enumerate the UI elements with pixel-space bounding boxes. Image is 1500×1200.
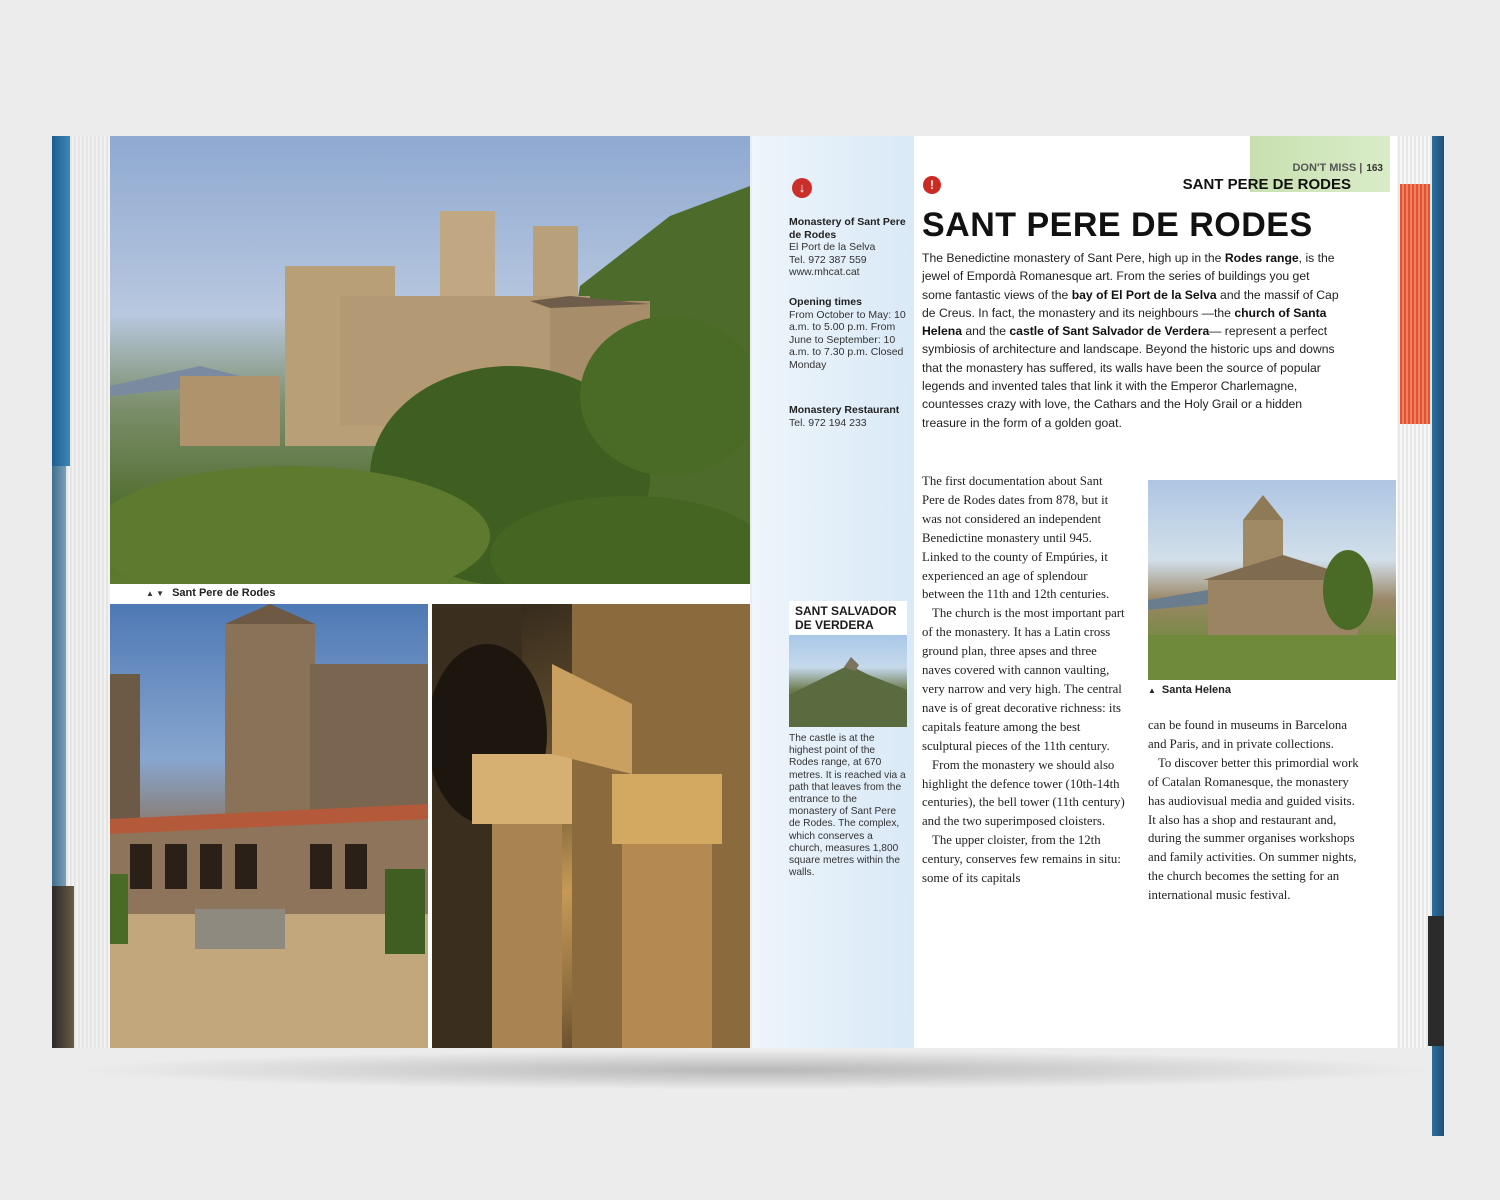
section-title: SANT PERE DE RODES <box>1182 176 1351 193</box>
cloister-photo <box>110 604 428 1048</box>
edge-strip <box>52 886 74 1048</box>
info-text: From October to May: 10 a.m. to 5.00 p.m. From June to September: 10 a.m. to 7.30 p.m. Closed Monday <box>789 308 906 371</box>
info-sidebar <box>752 136 914 1048</box>
kicker-text: DON'T MISS <box>1292 162 1357 174</box>
body-paragraph: The first documentation about Sant Pere de Rodes dates from 878, but it was not considered an independent Benedictine monastery until 945. Linked to the county of Empúries, it experienced an age of splendour between the 11th and 12th centuries. <box>922 474 1110 602</box>
caption-arrow-icon: ▲ <box>1148 686 1156 695</box>
body-paragraph: The church is the most important part of the monastery. It has a Latin cross ground plan, three apses and three naves covered with cannon vaulting, very narrow and very high. The central nave is of great decorative richness: its capitals feature among the best sculptural pieces of the 11th century. <box>922 606 1125 753</box>
info-restaurant <box>789 404 909 429</box>
monastery-photo <box>110 136 750 584</box>
info-label: Opening times <box>789 296 862 308</box>
mountain-illustration <box>789 635 907 727</box>
cloister-illustration <box>110 604 428 1048</box>
box-title: SANT SALVADOR DE VERDERA <box>789 601 907 635</box>
intro-bold: castle of Sant Salvador de Verdera <box>1009 324 1210 339</box>
caption-text: Sant Pere de Rodes <box>172 587 276 599</box>
santa-helena-photo <box>1148 480 1396 680</box>
right-page <box>752 136 1397 1048</box>
church-illustration <box>1148 480 1396 680</box>
sant-salvador-box <box>789 601 907 879</box>
info-text: Tel. 972 194 233 <box>789 416 867 429</box>
edge-strip <box>52 466 66 886</box>
capital-illustration <box>432 604 750 1048</box>
info-opening-times <box>789 296 909 371</box>
info-monastery <box>789 216 909 279</box>
santa-helena-caption <box>1148 684 1231 696</box>
info-label: Monastery of Sant Pere de Rodes <box>789 216 906 241</box>
body-column-1 <box>922 472 1127 888</box>
monastery-illustration <box>110 136 750 584</box>
page-title: SANT PERE DE RODES <box>922 206 1313 244</box>
box-text: The castle is at the highest point of the Rodes range, at 670 metres. It is reached via a path that leaves from the entrance to the monastery of Sant Pere de Rodes. The complex, which conserves a church, measures 1,800 square metres within the walls. <box>789 733 906 879</box>
dont-miss-icon: ! <box>923 176 941 194</box>
sant-salvador-photo <box>789 635 907 727</box>
caption-text: Santa Helena <box>1161 684 1232 696</box>
book-shadow <box>70 1050 1440 1090</box>
intro-text: The Benedictine monastery of Sant Pere, high up in the <box>922 251 1225 265</box>
body-paragraph: To discover better this primordial work of Catalan Romanesque, the monastery has audiovisual media and guided visits. It also has a shop and restaurant and, during the summer organises workshops and family activities. On summer nights, the church becomes the setting for an international music festival. <box>1148 755 1359 903</box>
info-label: Monastery Restaurant <box>789 404 900 416</box>
page-number: 163 <box>1366 163 1383 174</box>
body-paragraph: can be found in museums in Barcelona and Paris, and in private collections. <box>1148 718 1348 751</box>
edge-strip <box>1428 916 1444 1046</box>
intro-text: , is the jewel of Empordà Romanesque art. From the series of buildings you get some fantastic views of the <box>922 251 1335 302</box>
intro-text: and the massif of Cap de Creus. In fact, the monastery and its neighbours —the <box>922 287 1339 320</box>
intro-bold: Rodes range <box>1224 251 1299 265</box>
edge-strip <box>52 136 70 466</box>
intro-text: — represent a perfect symbiosis of architecture and landscape. Beyond the historic ups and downs that the monastery has suffered, its walls have been the source of popular legends and invented tales that link it with the Emperor Charlemagne, countesses crazy with love, the Cathars and the Holy Grail or a hidden treasure in the form of a golden goat. <box>922 324 1335 430</box>
caption-arrows-icon: ▲ ▼ <box>146 589 165 598</box>
arrow-down-icon: ↓ <box>792 178 812 198</box>
intro-text: and the <box>961 324 1010 339</box>
header-kicker: DON'T MISS | 163 <box>1292 162 1383 174</box>
left-page-edges <box>52 136 112 1048</box>
body-column-2 <box>1148 716 1364 905</box>
left-page <box>110 136 750 1048</box>
body-paragraph: The upper cloister, from the 12th century, conserves few remains in situ: some of its capitals <box>922 833 1121 886</box>
edge-red-tabs <box>1400 184 1430 424</box>
capital-photo <box>432 604 750 1048</box>
intro-paragraph <box>922 249 1342 432</box>
info-text: El Port de la Selva Tel. 972 387 559 www.mhcat.cat <box>789 241 876 278</box>
right-page-edges <box>1392 136 1444 1048</box>
intro-bold: church of Santa Helena <box>922 305 1327 339</box>
main-photo-caption <box>110 584 750 602</box>
intro-bold: bay of El Port de la Selva <box>1071 287 1217 302</box>
body-paragraph: From the monastery we should also highlight the defence tower (10th-14th centuries), the bell tower (11th century) and the two superimposed cloisters. <box>922 757 1125 829</box>
